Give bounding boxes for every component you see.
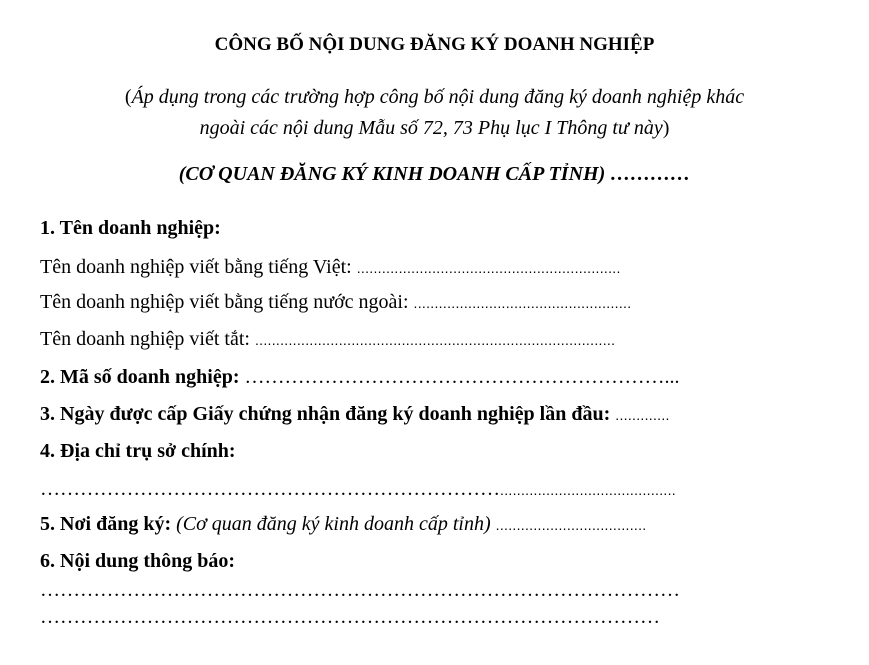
foreign-name-field[interactable]: .................................................... bbox=[413, 295, 632, 311]
head-office-address-field[interactable] bbox=[40, 478, 676, 501]
subtitle-text-2: ngoài các nội dung Mẫu số 72, 73 Phụ lục I Thông tư này bbox=[199, 117, 663, 139]
section-2-heading: 2. Mã số doanh nghiệp: bbox=[40, 366, 240, 388]
short-name-row bbox=[40, 328, 615, 351]
section-6-heading: 6. Nội dung thông báo: bbox=[40, 550, 236, 572]
address-dots-period: .......................................... bbox=[500, 482, 676, 498]
section-3-row bbox=[40, 403, 670, 426]
foreign-name-label: Tên doanh nghiệp viết bằng tiếng nước ngoài: bbox=[40, 291, 409, 313]
agency-heading: (CƠ QUAN ĐĂNG KÝ KINH DOANH CẤP TỈNH) ………… bbox=[178, 163, 691, 185]
section-4-heading: 4. Địa chỉ trụ sở chính: bbox=[40, 440, 236, 462]
short-name-label: Tên doanh nghiệp viết tắt: bbox=[40, 328, 250, 350]
first-issue-date-field[interactable]: ............. bbox=[615, 407, 670, 423]
section-5-note: (Cơ quan đăng ký kinh doanh cấp tỉnh) bbox=[176, 513, 491, 535]
section-1-heading: 1. Tên doanh nghiệp: bbox=[40, 217, 221, 239]
vietnamese-name-field[interactable]: ............................................................... bbox=[356, 260, 621, 276]
section-2-row bbox=[40, 366, 680, 389]
short-name-field[interactable]: ...................................................................................... bbox=[254, 332, 616, 348]
subtitle-open-paren: ( bbox=[124, 86, 132, 108]
subtitle-text-1: Áp dụng trong các trường hợp công bố nội dung đăng ký doanh nghiệp khác bbox=[131, 86, 745, 108]
subtitle-line-2 bbox=[0, 117, 869, 140]
subtitle-line-1 bbox=[0, 86, 869, 109]
foreign-name-row bbox=[40, 291, 631, 314]
document-title: CÔNG BỐ NỘI DUNG ĐĂNG KÝ DOANH NGHIỆP bbox=[214, 34, 655, 55]
registration-place-field[interactable]: .................................... bbox=[495, 517, 647, 533]
notice-content-line-2[interactable]: ………………………………………………………………………………… bbox=[40, 606, 660, 628]
section-5-heading: 5. Nơi đăng ký: bbox=[40, 513, 172, 535]
vietnamese-name-label: Tên doanh nghiệp viết bằng tiếng Việt: bbox=[40, 256, 352, 278]
subtitle-close-paren: ) bbox=[662, 117, 670, 139]
notice-content-line-1[interactable]: …………………………………………………………………………………… bbox=[40, 579, 680, 601]
section-5-row bbox=[40, 513, 646, 536]
address-dots-ellipsis: …………………………………………………………… bbox=[40, 478, 500, 500]
vietnamese-name-row bbox=[40, 256, 621, 279]
section-3-heading: 3. Ngày được cấp Giấy chứng nhận đăng ký doanh nghiệp lần đầu: bbox=[40, 403, 611, 425]
enterprise-code-field[interactable]: ………………………………………………………... bbox=[244, 366, 680, 388]
